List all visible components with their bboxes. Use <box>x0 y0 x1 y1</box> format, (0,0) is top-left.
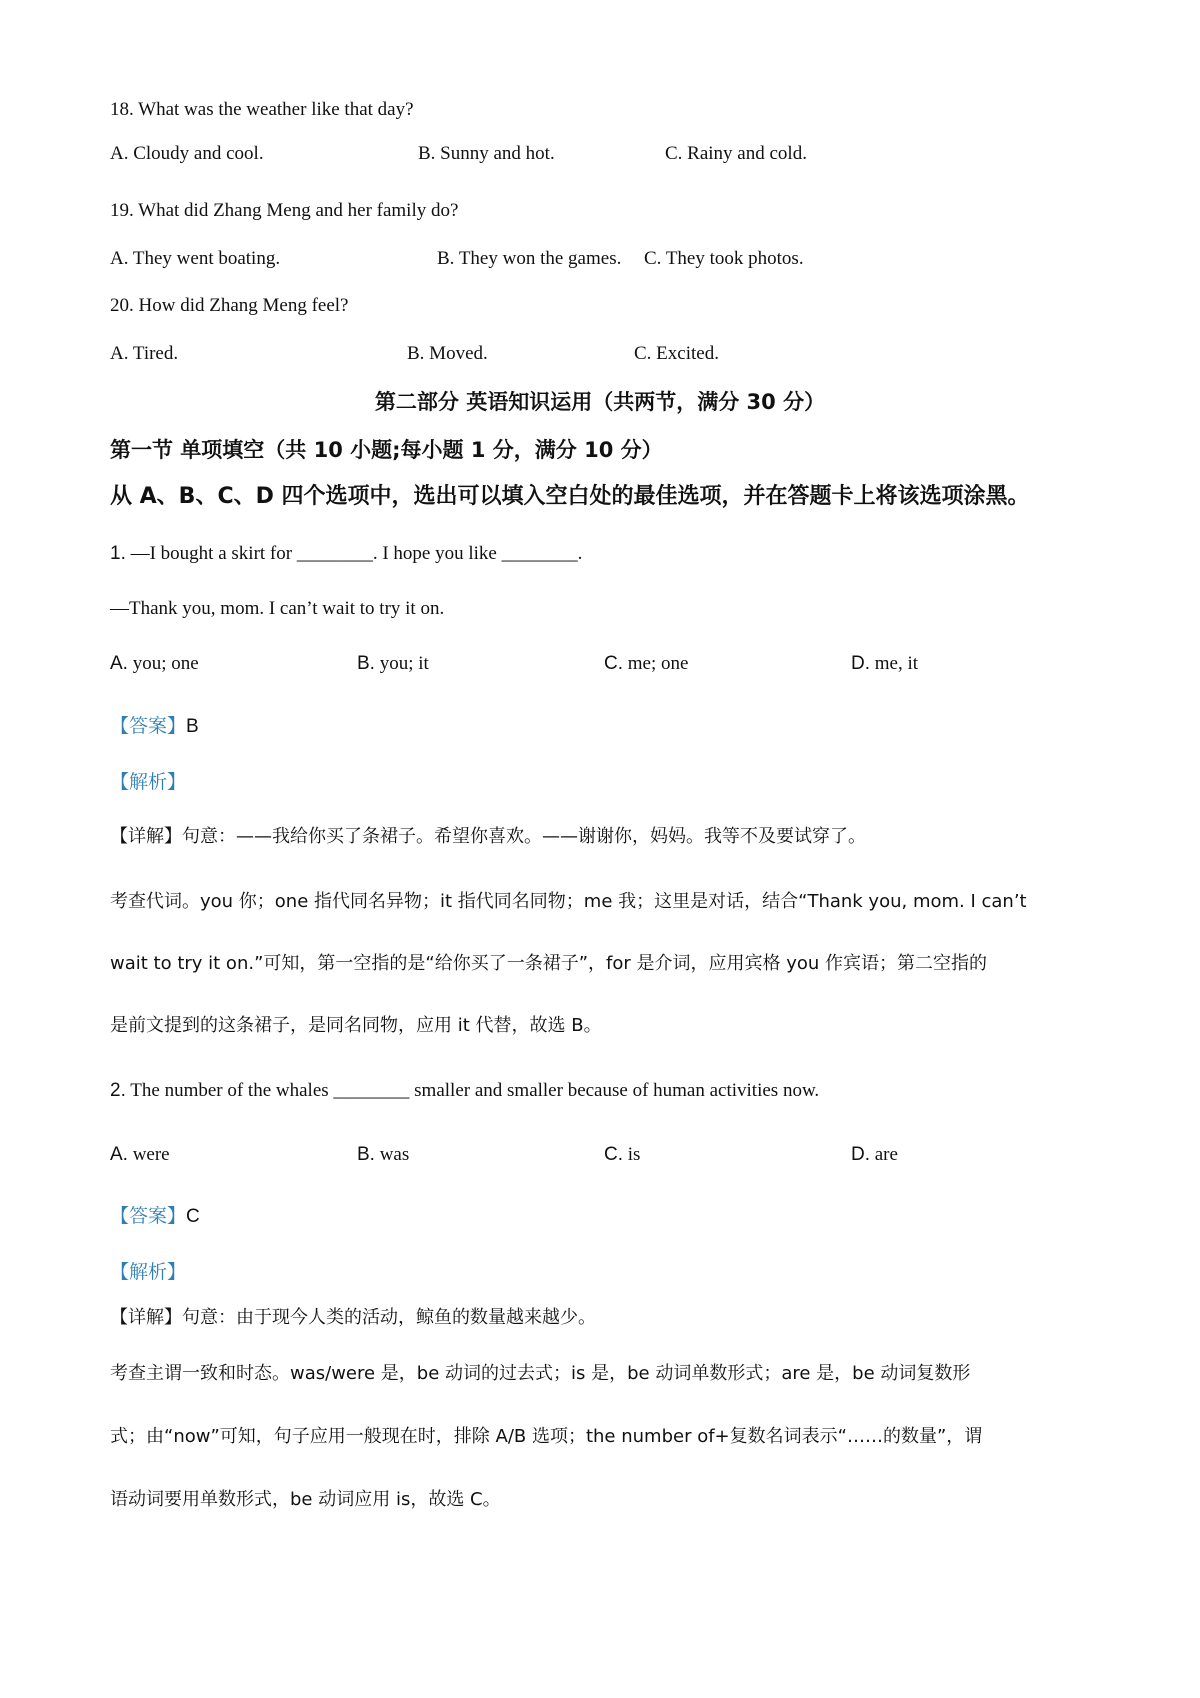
option-a: A. Cloudy and cool. <box>110 143 264 164</box>
question-18-options <box>0 142 1200 166</box>
option-c: C. They took photos. <box>644 248 804 269</box>
detail-line <box>110 825 866 849</box>
option-c: C. is <box>604 1144 641 1165</box>
option-b: B. Sunny and hot. <box>418 143 555 164</box>
option-c: C. Rainy and cold. <box>665 143 807 164</box>
detail-label: 【详解】 <box>110 826 182 847</box>
question-number: 2. <box>110 1080 126 1101</box>
question-1-line-1 <box>110 542 582 566</box>
part-title: 第二部分 英语知识运用（共两节，满分 30 分） <box>374 390 826 414</box>
option-a: A. Tired. <box>110 343 179 364</box>
question-2-line-1 <box>110 1079 819 1103</box>
option-a: A. were <box>110 1144 170 1165</box>
question-1-line-2: —Thank you, mom. I can’t wait to try it on. <box>110 598 445 619</box>
answer-value: C <box>186 1206 200 1227</box>
answer-value: B <box>186 716 199 737</box>
analysis-label: 【解析】 <box>110 1261 187 1283</box>
question-20-options <box>0 342 1200 366</box>
answer-line <box>110 1204 200 1229</box>
detail-text: 句意：由于现今人类的活动，鲸鱼的数量越来越少。 <box>182 1307 596 1328</box>
instruction: 从 A、B、C、D 四个选项中，选出可以填入空白处的最佳选项，并在答题卡上将该选项涂黑。 <box>110 484 1030 509</box>
explanation-line: wait to try it on.”可知，第一空指的是“给你买了一条裙子”，for 是介词，应用宾格 you 作宾语；第二空指的 <box>110 953 988 974</box>
explanation-line: 语动词要用单数形式，be 动词应用 is，故选 C。 <box>110 1489 501 1510</box>
option-c: C. me; one <box>604 653 689 674</box>
answer-label: 【答案】 <box>110 715 187 737</box>
detail-text: 句意：——我给你买了条裙子。希望你喜欢。——谢谢你，妈妈。我等不及要试穿了。 <box>182 826 866 847</box>
question-19-options <box>0 247 1200 271</box>
analysis-label: 【解析】 <box>110 771 187 793</box>
explanation-line: 式；由“now”可知，句子应用一般现在时，排除 A/B 选项；the number of+复数名词表示“……的数量”，谓 <box>110 1426 983 1447</box>
explanation-line: 是前文提到的这条裙子，是同名同物，应用 it 代替，故选 B。 <box>110 1015 602 1036</box>
detail-label: 【详解】 <box>110 1307 182 1328</box>
option-b: B. you; it <box>357 653 429 674</box>
option-d: D. are <box>851 1144 898 1165</box>
question-20: 20. How did Zhang Meng feel? <box>110 295 349 316</box>
explanation-line: 考查主谓一致和时态。was/were 是，be 动词的过去式；is 是，be 动词单数形式；are 是，be 动词复数形 <box>110 1363 971 1384</box>
option-b: B. They won the games. <box>437 248 622 269</box>
question-1-options <box>0 652 1200 676</box>
section-title: 第一节 单项填空（共 10 小题;每小题 1 分，满分 10 分） <box>110 438 663 462</box>
option-d: D. me, it <box>851 653 919 674</box>
option-a: A. They went boating. <box>110 248 281 269</box>
question-number: 1. <box>110 543 126 564</box>
question-18: 18. What was the weather like that day? <box>110 99 414 120</box>
answer-label: 【答案】 <box>110 1205 187 1227</box>
question-2-options <box>0 1143 1200 1167</box>
option-b: B. was <box>357 1144 410 1165</box>
detail-line <box>110 1306 596 1330</box>
option-b: B. Moved. <box>407 343 488 364</box>
question-text: —I bought a skirt for ________. I hope you like ________. <box>130 543 583 564</box>
explanation-line: 考查代词。you 你；one 指代同名异物；it 指代同名同物；me 我；这里是对话，结合“Thank you, mom. I can’t <box>110 891 1027 912</box>
question-text: The number of the whales ________ smaller and smaller because of human activities now. <box>130 1080 820 1101</box>
question-19: 19. What did Zhang Meng and her family do? <box>110 200 459 221</box>
option-c: C. Excited. <box>634 343 719 364</box>
option-a: A. you; one <box>110 653 199 674</box>
answer-line <box>110 714 199 739</box>
